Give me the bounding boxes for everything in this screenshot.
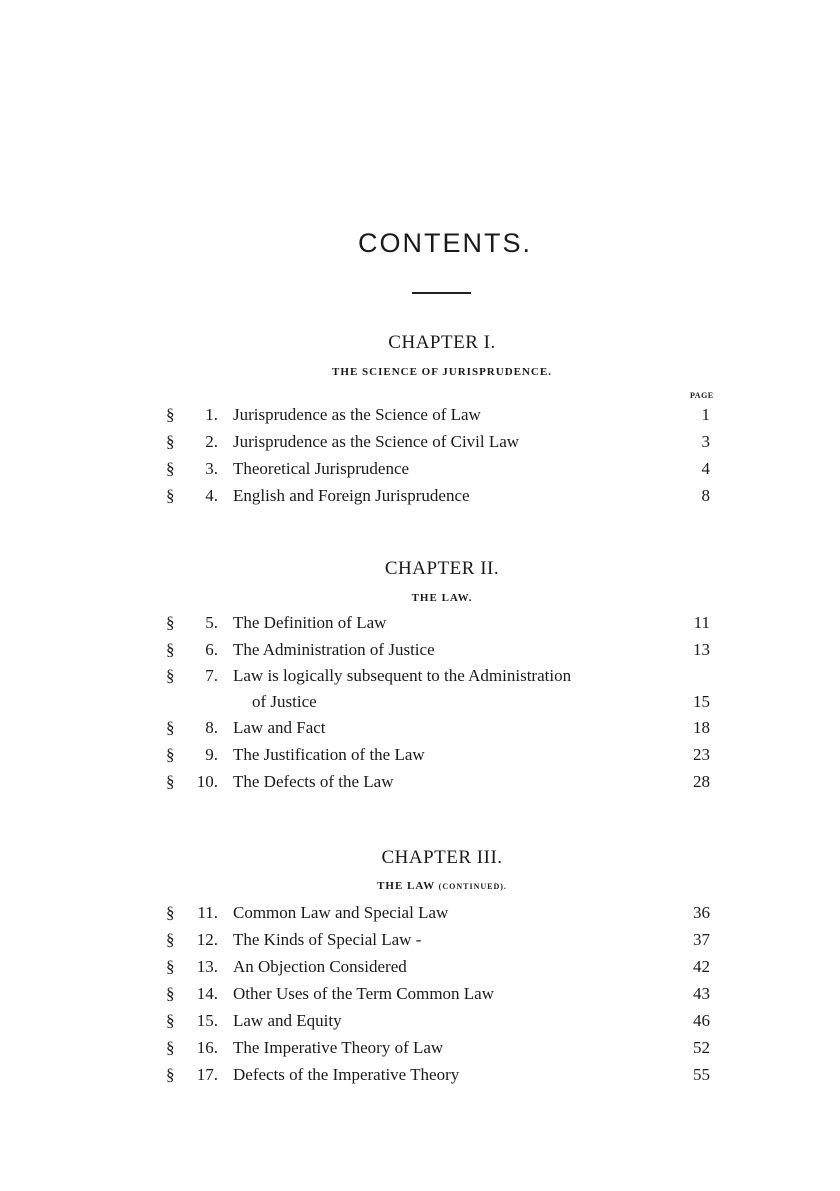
page-number: 52 [693,1038,710,1057]
page-number: 4 [701,459,710,478]
section-sign: § [166,903,175,922]
toc-entry [0,1011,840,1038]
entry-title: Jurisprudence as the Science of Law [233,405,481,424]
page-number: 11 [693,613,710,632]
section-sign: § [166,405,175,424]
section-sign: § [166,432,175,451]
section-sign: § [166,984,175,1003]
section-number: 12. [196,930,218,949]
section-number: 13. [196,957,218,976]
chapter-subtitle-2: THE LAW. [411,592,473,604]
section-sign: § [166,930,175,949]
chapter-heading-3: CHAPTER III. [381,847,503,868]
page-number: 46 [693,1011,710,1030]
toc-entry [0,984,840,1011]
toc-entry [0,718,840,745]
entry-title: The Kinds of Special Law - [233,930,422,949]
page-number: 8 [701,486,710,505]
section-number: 17. [196,1065,218,1084]
toc-entry [0,903,840,930]
page-number: 15 [693,692,710,711]
toc-entry [0,405,840,432]
entry-title: Other Uses of the Term Common Law [233,984,495,1003]
entry-title: Defects of the Imperative Theory [233,1065,460,1084]
toc-entry [0,745,840,772]
entry-title: The Justification of the Law [233,745,425,764]
section-sign: § [166,459,175,478]
chapter-subtitle-note: (CONTINUED). [438,882,507,891]
page-number: 1 [701,405,710,424]
section-number: 14. [196,984,218,1003]
section-number: 6. [205,640,218,659]
section-number: 11. [197,903,218,922]
toc-entry [0,640,840,667]
entry-title: The Imperative Theory of Law [233,1038,444,1057]
chapter-subtitle-main: THE LAW [377,880,435,892]
section-sign: § [166,613,175,632]
section-sign: § [166,1011,175,1030]
entry-title: Theoretical Jurisprudence [233,459,410,478]
page-number: 28 [693,772,710,791]
entry-title: The Definition of Law [233,613,387,632]
page-number: 36 [693,903,710,922]
toc-entry [0,1065,840,1092]
section-sign: § [166,640,175,659]
page-column-label: PAGE [690,391,714,400]
section-sign: § [166,718,175,737]
entry-title: Jurisprudence as the Science of Civil Law [233,432,520,451]
entry-title: The Defects of the Law [233,772,394,791]
chapter-heading-1: CHAPTER I. [388,332,496,353]
section-sign: § [166,745,175,764]
section-number: 16. [196,1038,218,1057]
section-number: 15. [196,1011,218,1030]
toc-entry [0,432,840,459]
section-number: 4. [205,486,218,505]
toc-entry [0,957,840,984]
toc-entry [0,1038,840,1065]
toc-entry [0,930,840,957]
entry-title: Law and Equity [233,1011,342,1030]
toc-entry [0,459,840,486]
toc-entry [0,666,840,720]
toc-entry [0,772,840,799]
toc-entry [0,486,840,513]
entry-title: Common Law and Special Law [233,903,449,922]
section-number: 8. [205,718,218,737]
page-number: 3 [701,432,710,451]
title-divider [412,292,471,294]
entry-title-continuation: of Justice [252,692,317,711]
entry-title: The Administration of Justice [233,640,435,659]
section-sign: § [166,957,175,976]
section-number: 2. [205,432,218,451]
section-number: 5. [205,613,218,632]
section-number: 3. [205,459,218,478]
chapter-subtitle-1: THE SCIENCE OF JURISPRUDENCE. [332,366,552,378]
entry-title: An Objection Considered [233,957,407,976]
section-sign: § [166,1065,175,1084]
entry-title: English and Foreign Jurisprudence [233,486,470,505]
section-number: 10. [196,772,218,791]
entry-title: Law is logically subsequent to the Administration [233,666,572,685]
page-number: 13 [693,640,710,659]
section-number: 7. [205,666,218,685]
toc-entry [0,613,840,640]
chapter-subtitle-3 [0,880,840,892]
page-number: 37 [693,930,710,949]
chapter-heading-2: CHAPTER II. [384,558,500,579]
page-number: 42 [693,957,710,976]
page-number: 43 [693,984,710,1003]
page-number: 18 [693,718,710,737]
section-number: 9. [205,745,218,764]
section-number: 1. [205,405,218,424]
section-sign: § [166,1038,175,1057]
page-number: 55 [693,1065,710,1084]
entry-title: Law and Fact [233,718,326,737]
section-sign: § [166,772,175,791]
section-sign: § [166,486,175,505]
section-sign: § [166,666,175,685]
page-title: CONTENTS. [357,228,532,258]
page-number: 23 [693,745,710,764]
